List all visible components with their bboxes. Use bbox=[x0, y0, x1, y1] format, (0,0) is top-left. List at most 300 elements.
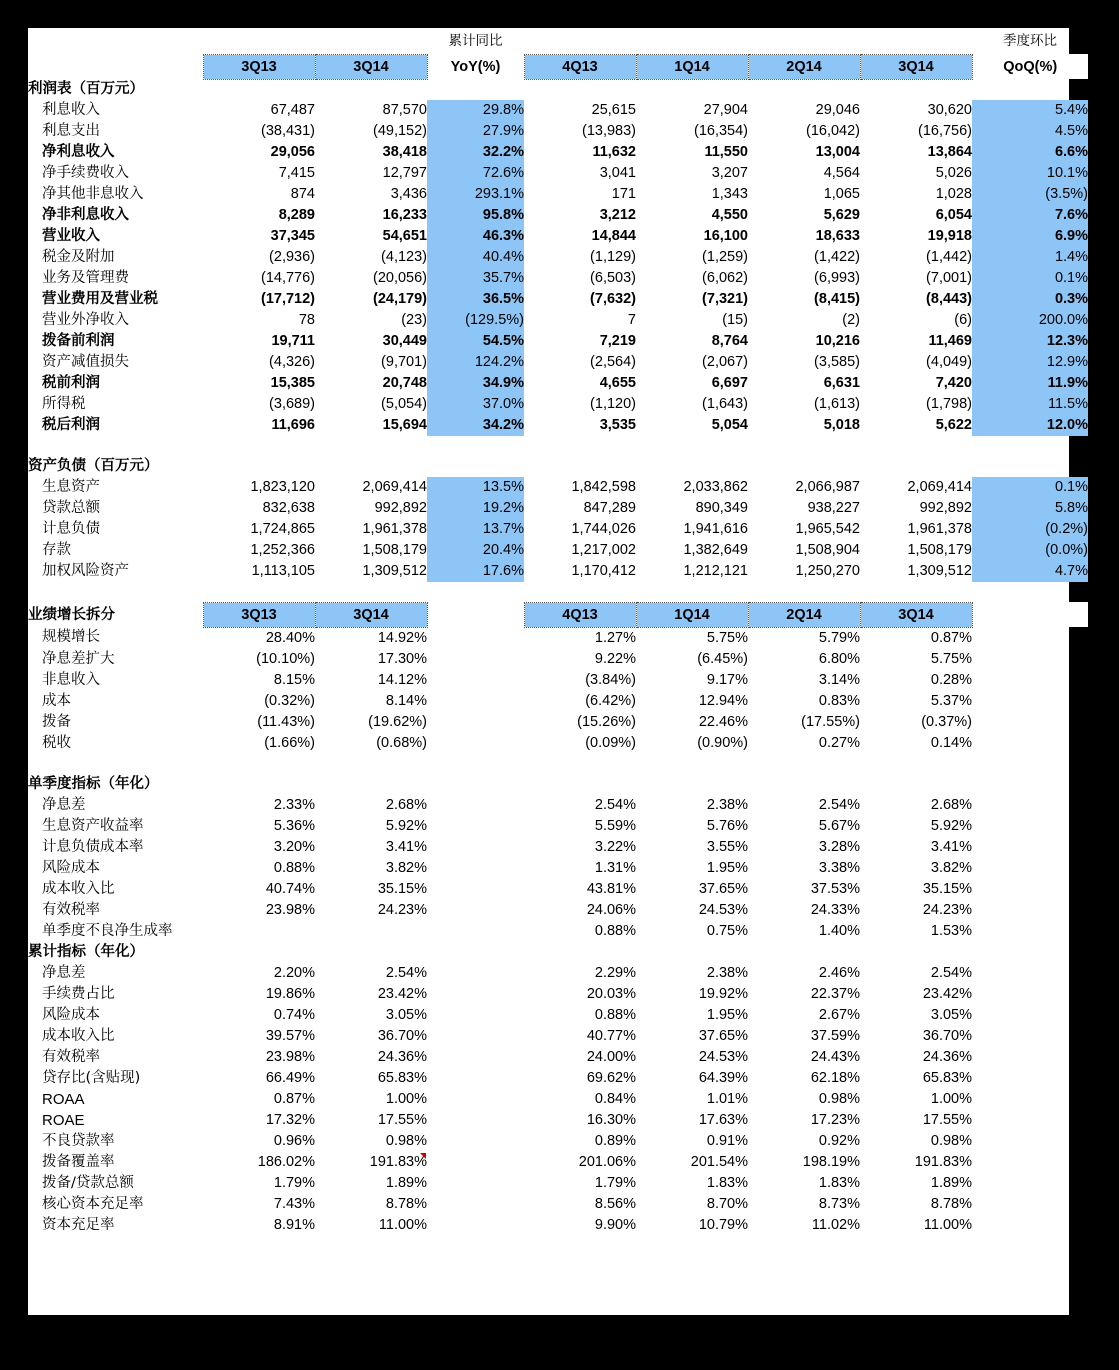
cell-q-2: 5.67% bbox=[818, 817, 860, 834]
cell-q-3: 24.36% bbox=[922, 1048, 972, 1065]
cell-q-1: 3,207 bbox=[711, 165, 748, 181]
cell-q-3: (4,049) bbox=[926, 354, 972, 370]
cell-q-2: 6,631 bbox=[823, 375, 860, 391]
empty-cell bbox=[636, 28, 748, 54]
row-label: 税后利润 bbox=[42, 417, 100, 433]
empty-cell bbox=[860, 774, 972, 795]
cell-qoq-pct bbox=[972, 1005, 1088, 1026]
section-title-balance: 资产负债（百万元） bbox=[28, 458, 159, 474]
empty-cell bbox=[636, 582, 748, 602]
column-header-3q14-growth[interactable]: 3Q14 bbox=[315, 602, 427, 627]
cell-yoy-pct: 54.5% bbox=[427, 331, 524, 352]
cell-q-1: 0.75% bbox=[706, 922, 748, 939]
cell-q-1: 6,697 bbox=[711, 375, 748, 391]
cell-q-3: 0.14% bbox=[930, 734, 972, 751]
empty-cell bbox=[427, 602, 524, 627]
row-label: 成本收入比 bbox=[42, 880, 115, 897]
cell-yoy-1: 24.36% bbox=[377, 1048, 427, 1065]
cell-qoq-pct bbox=[972, 921, 1088, 942]
cell-q-3: 13,864 bbox=[927, 144, 972, 160]
cell-yoy-1: 1,508,179 bbox=[362, 542, 427, 558]
empty-cell bbox=[636, 436, 748, 456]
cell-qoq-pct bbox=[972, 900, 1088, 921]
spreadsheet-sheet bbox=[28, 28, 1088, 1315]
table-row bbox=[28, 394, 1088, 415]
cell-yoy-0: 19,711 bbox=[271, 333, 315, 349]
cell-qoq-pct: 4.7% bbox=[972, 561, 1088, 582]
table-row bbox=[28, 879, 1088, 900]
table-row bbox=[28, 1005, 1088, 1026]
column-header-1q14[interactable]: 1Q14 bbox=[636, 54, 748, 79]
cell-q-0: 25,615 bbox=[591, 102, 636, 118]
cell-yoy-pct bbox=[427, 879, 524, 900]
cell-q-3: 0.98% bbox=[930, 1132, 972, 1149]
table-row bbox=[28, 712, 1088, 733]
cell-qoq-pct: 200.0% bbox=[972, 310, 1088, 331]
column-header-3q13-yoy[interactable]: 3Q13 bbox=[203, 54, 315, 79]
table-row bbox=[28, 310, 1088, 331]
table-row bbox=[28, 289, 1088, 310]
cell-q-2: 17.23% bbox=[810, 1111, 860, 1128]
cell-yoy-0: 28.40% bbox=[265, 629, 315, 646]
empty-cell bbox=[748, 456, 860, 477]
cell-q-0: (3.84%) bbox=[585, 671, 636, 688]
empty-cell bbox=[28, 582, 203, 602]
cell-q-0: 1,744,026 bbox=[571, 521, 636, 537]
empty-cell bbox=[524, 456, 636, 477]
cell-q-3: (0.37%) bbox=[921, 713, 972, 730]
cell-yoy-1 bbox=[315, 921, 427, 942]
cell-yoy-1: 87,570 bbox=[382, 102, 427, 118]
cell-yoy-1: 54,651 bbox=[382, 228, 427, 244]
cell-yoy-1: 30,449 bbox=[382, 333, 427, 349]
cell-yoy-0: 37,345 bbox=[270, 228, 315, 244]
cell-q-1: 4,550 bbox=[711, 207, 748, 223]
column-header-2q14[interactable]: 2Q14 bbox=[748, 54, 860, 79]
cell-q-0: 9.90% bbox=[594, 1216, 636, 1233]
table-row bbox=[28, 627, 1088, 649]
column-header-2q14-growth[interactable]: 2Q14 bbox=[748, 602, 860, 627]
table-row bbox=[28, 519, 1088, 540]
empty-cell bbox=[524, 436, 636, 456]
column-header-1q14-growth[interactable]: 1Q14 bbox=[636, 602, 748, 627]
cell-q-1: 11,550 bbox=[704, 144, 748, 160]
cell-yoy-pct: 34.9% bbox=[427, 373, 524, 394]
table-row bbox=[28, 1110, 1088, 1131]
cell-q-2: 2,066,987 bbox=[795, 479, 860, 495]
cell-q-1: 1.95% bbox=[706, 859, 748, 876]
table-row bbox=[28, 331, 1088, 352]
empty-cell bbox=[860, 436, 972, 456]
cell-q-2: 0.92% bbox=[818, 1132, 860, 1149]
cell-q-1: 27,904 bbox=[703, 102, 748, 118]
cell-q-1: 37.65% bbox=[698, 1027, 748, 1044]
column-header-3q14[interactable]: 3Q14 bbox=[860, 54, 972, 79]
cell-q-0: (6.42%) bbox=[585, 692, 636, 709]
cell-q-2: (1,613) bbox=[814, 396, 860, 412]
cell-qoq-pct: 5.8% bbox=[972, 498, 1088, 519]
row-label: 拨备/贷款总额 bbox=[42, 1174, 134, 1191]
empty-cell bbox=[427, 774, 524, 795]
cell-q-0: 2.54% bbox=[594, 796, 636, 813]
cell-q-2: (17.55%) bbox=[801, 713, 860, 730]
empty-cell bbox=[972, 582, 1088, 602]
cell-yoy-1: 992,892 bbox=[374, 500, 427, 516]
table-row bbox=[28, 1215, 1088, 1236]
cell-qoq-pct: 1.4% bbox=[972, 247, 1088, 268]
cell-q-2: 10,216 bbox=[815, 333, 860, 349]
empty-cell bbox=[972, 602, 1088, 627]
cell-q-0: (1,129) bbox=[590, 249, 636, 265]
cell-yoy-0: 2.33% bbox=[273, 796, 315, 813]
table-row bbox=[28, 858, 1088, 879]
cell-yoy-0: 1,724,865 bbox=[250, 521, 315, 537]
row-label: 贷存比(含贴现) bbox=[42, 1069, 141, 1086]
cell-q-2: 938,227 bbox=[807, 500, 860, 516]
row-label: 拨备前利润 bbox=[42, 333, 115, 349]
cell-q-3: 5,026 bbox=[935, 165, 972, 181]
cell-q-3: 65.83% bbox=[922, 1069, 972, 1086]
table-row bbox=[28, 921, 1088, 942]
qoq-group-title: 季度环比 bbox=[1003, 33, 1057, 49]
cell-q-3: 992,892 bbox=[919, 500, 972, 516]
table-row bbox=[28, 561, 1088, 582]
table-row bbox=[28, 540, 1088, 561]
cell-q-3: (7,001) bbox=[926, 270, 972, 286]
row-label: 业务及管理费 bbox=[42, 270, 129, 286]
cell-q-2: 3.14% bbox=[818, 671, 860, 688]
cell-yoy-0: 78 bbox=[298, 312, 315, 328]
cell-q-2: 1,508,904 bbox=[795, 542, 860, 558]
cell-yoy-pct: 36.5% bbox=[427, 289, 524, 310]
empty-cell bbox=[203, 582, 315, 602]
cell-q-3: 35.15% bbox=[922, 880, 972, 897]
row-label: 拨备 bbox=[42, 713, 71, 730]
cell-yoy-pct: 35.7% bbox=[427, 268, 524, 289]
cell-q-1: 64.39% bbox=[698, 1069, 748, 1086]
cell-qoq-pct: 11.9% bbox=[972, 373, 1088, 394]
cell-q-2: 29,046 bbox=[815, 102, 860, 118]
row-label: 加权风险资产 bbox=[42, 563, 129, 579]
table-row bbox=[28, 691, 1088, 712]
cell-yoy-1: (19.62%) bbox=[368, 713, 427, 730]
section-title: 业绩增长拆分 bbox=[28, 606, 115, 623]
cell-q-3: 5.37% bbox=[930, 692, 972, 709]
cell-yoy-pct bbox=[427, 1173, 524, 1194]
cell-yoy-0: (3,689) bbox=[269, 396, 315, 412]
cell-qoq-pct bbox=[972, 1047, 1088, 1068]
cell-q-1: 2,033,862 bbox=[683, 479, 748, 495]
cell-q-1: 0.91% bbox=[706, 1132, 748, 1149]
cell-yoy-0: (17,712) bbox=[260, 291, 315, 307]
cell-q-2: 1,965,542 bbox=[795, 521, 860, 537]
financial-statement-table bbox=[28, 28, 1088, 1236]
empty-cell bbox=[315, 942, 427, 963]
spacer-row bbox=[28, 436, 1088, 456]
cell-yoy-0: 19.86% bbox=[265, 985, 315, 1002]
cell-yoy-1: 1,961,378 bbox=[362, 521, 427, 537]
cell-yoy-1: (9,701) bbox=[381, 354, 427, 370]
cell-yoy-0: (1.66%) bbox=[264, 734, 315, 751]
empty-cell bbox=[636, 774, 748, 795]
cell-yoy-pct: 124.2% bbox=[427, 352, 524, 373]
cell-yoy-pct bbox=[427, 712, 524, 733]
empty-cell bbox=[748, 942, 860, 963]
empty-cell bbox=[972, 79, 1088, 100]
cell-qoq-pct: 7.6% bbox=[972, 205, 1088, 226]
cell-yoy-0: (10.10%) bbox=[256, 650, 315, 667]
cell-yoy-0: 874 bbox=[290, 186, 315, 202]
row-label: 净非利息收入 bbox=[42, 207, 129, 223]
table-row bbox=[28, 142, 1088, 163]
cell-q-0: 0.89% bbox=[594, 1132, 636, 1149]
cell-yoy-pct: 46.3% bbox=[427, 226, 524, 247]
cell-yoy-0: 15,385 bbox=[270, 375, 315, 391]
cell-yoy-pct: 34.2% bbox=[427, 415, 524, 436]
cell-q-1: 12.94% bbox=[698, 692, 748, 709]
cell-q-3: 1.89% bbox=[930, 1174, 972, 1191]
cell-q-3: 11.00% bbox=[923, 1216, 972, 1233]
cell-qoq-pct: 6.6% bbox=[972, 142, 1088, 163]
row-label: ROAA bbox=[42, 1090, 85, 1108]
cell-q-2: 1.40% bbox=[818, 922, 860, 939]
spacer-row bbox=[28, 754, 1088, 774]
cell-yoy-0: 23.98% bbox=[265, 901, 315, 918]
cell-q-2: 24.33% bbox=[810, 901, 860, 918]
empty-cell bbox=[972, 942, 1088, 963]
empty-cell bbox=[748, 28, 860, 54]
row-label: 净手续费收入 bbox=[42, 165, 129, 181]
cell-q-1: (0.90%) bbox=[697, 734, 748, 751]
empty-cell bbox=[972, 456, 1088, 477]
cell-yoy-pct bbox=[427, 1131, 524, 1152]
row-label: 贷款总额 bbox=[42, 500, 100, 516]
single-quarter-section-title-row bbox=[28, 774, 1088, 795]
cell-yoy-pct bbox=[427, 1089, 524, 1110]
cell-yoy-pct bbox=[427, 1047, 524, 1068]
cell-q-3: 3.82% bbox=[930, 859, 972, 876]
cell-q-3: (16,756) bbox=[917, 123, 972, 139]
cell-yoy-0 bbox=[203, 921, 315, 942]
cell-q-3: 5,622 bbox=[935, 417, 972, 433]
table-row bbox=[28, 1068, 1088, 1089]
cell-yoy-0: 832,638 bbox=[262, 500, 315, 516]
cell-q-2: 1,250,270 bbox=[795, 563, 860, 579]
cell-q-3: 3.41% bbox=[930, 838, 972, 855]
cell-q-1: 37.65% bbox=[698, 880, 748, 897]
row-label: 成本收入比 bbox=[42, 1027, 115, 1044]
row-label: 净息差 bbox=[42, 964, 86, 981]
cell-yoy-1: 5.92% bbox=[385, 817, 427, 834]
group-title-row bbox=[28, 28, 1088, 54]
cell-q-3: (1,442) bbox=[926, 249, 972, 265]
empty-cell bbox=[203, 436, 315, 456]
empty-cell bbox=[315, 79, 427, 100]
empty-cell bbox=[203, 28, 315, 54]
cell-yoy-0: 1,823,120 bbox=[250, 479, 315, 495]
row-label: 风险成本 bbox=[42, 1006, 100, 1023]
row-label: 单季度不良净生成率 bbox=[42, 922, 173, 939]
empty-cell bbox=[972, 774, 1088, 795]
empty-cell bbox=[748, 774, 860, 795]
cell-qoq-pct bbox=[972, 733, 1088, 754]
cell-yoy-pct bbox=[427, 900, 524, 921]
empty-cell bbox=[315, 582, 427, 602]
cell-yoy-1: 3.82% bbox=[385, 859, 427, 876]
cell-q-1: 2.38% bbox=[706, 964, 748, 981]
cell-q-0: 20.03% bbox=[586, 985, 636, 1002]
cell-q-0: (0.09%) bbox=[585, 734, 636, 751]
cell-q-3: 1,961,378 bbox=[907, 521, 972, 537]
section-title-cumulative: 累计指标（年化） bbox=[28, 943, 144, 960]
cell-q-3: 8.78% bbox=[930, 1195, 972, 1212]
empty-cell bbox=[524, 942, 636, 963]
cell-q-0: 2.29% bbox=[594, 964, 636, 981]
cell-q-2: 11.02% bbox=[811, 1216, 860, 1233]
empty-cell bbox=[636, 79, 748, 100]
cell-yoy-1: 8.14% bbox=[385, 692, 427, 709]
empty-cell bbox=[748, 582, 860, 602]
column-header-4q13-growth[interactable]: 4Q13 bbox=[524, 602, 636, 627]
cell-q-0: 1,842,598 bbox=[571, 479, 636, 495]
cell-q-1: 8,764 bbox=[711, 333, 748, 349]
row-label: 净息差 bbox=[42, 796, 86, 813]
cell-q-2: 37.53% bbox=[810, 880, 860, 897]
cell-q-0: 1.27% bbox=[594, 629, 636, 646]
cell-yoy-pct bbox=[427, 670, 524, 691]
cell-q-1: (2,067) bbox=[702, 354, 748, 370]
table-row bbox=[28, 1194, 1088, 1215]
cell-q-3: (1,798) bbox=[926, 396, 972, 412]
empty-cell bbox=[28, 436, 203, 456]
cell-q-3: 0.87% bbox=[930, 629, 972, 646]
cell-yoy-0: 23.98% bbox=[265, 1048, 315, 1065]
cell-q-3: 1,309,512 bbox=[907, 563, 972, 579]
cell-yoy-pct bbox=[427, 816, 524, 837]
cell-q-2: 6.80% bbox=[818, 650, 860, 667]
cell-yoy-pct: 27.9% bbox=[427, 121, 524, 142]
table-row bbox=[28, 1047, 1088, 1068]
cell-yoy-0: 39.57% bbox=[265, 1027, 315, 1044]
table-row bbox=[28, 733, 1088, 754]
table-row bbox=[28, 477, 1088, 498]
cell-q-3: 0.28% bbox=[930, 671, 972, 688]
cell-q-0: (2,564) bbox=[590, 354, 636, 370]
table-row bbox=[28, 121, 1088, 142]
empty-cell bbox=[427, 754, 524, 774]
empty-cell bbox=[427, 436, 524, 456]
cell-q-1: 1,343 bbox=[711, 186, 748, 202]
cell-yoy-1: 2.54% bbox=[385, 964, 427, 981]
cell-qoq-pct bbox=[972, 691, 1088, 712]
cell-yoy-pct bbox=[427, 963, 524, 984]
cell-yoy-pct bbox=[427, 1026, 524, 1047]
cell-yoy-pct bbox=[427, 1215, 524, 1236]
table-row bbox=[28, 415, 1088, 436]
cell-q-3: 36.70% bbox=[922, 1027, 972, 1044]
cell-q-2: (3,585) bbox=[814, 354, 860, 370]
cell-yoy-0: (14,776) bbox=[260, 270, 315, 286]
row-label: 资本充足率 bbox=[42, 1216, 115, 1233]
cell-q-0: 43.81% bbox=[586, 880, 636, 897]
cell-yoy-1: 11.00% bbox=[378, 1216, 427, 1233]
table-row bbox=[28, 100, 1088, 121]
cell-yoy-1: 36.70% bbox=[377, 1027, 427, 1044]
cell-q-0: 1.31% bbox=[594, 859, 636, 876]
cell-yoy-0: 29,056 bbox=[270, 144, 315, 160]
cell-yoy-0: 1,113,105 bbox=[251, 563, 315, 579]
row-label: 利息收入 bbox=[42, 102, 100, 118]
cell-qoq-pct: 0.1% bbox=[972, 268, 1088, 289]
empty-cell bbox=[203, 456, 315, 477]
table-row bbox=[28, 1131, 1088, 1152]
empty-cell bbox=[860, 754, 972, 774]
cell-q-3: 2.54% bbox=[930, 964, 972, 981]
cell-qoq-pct: 0.3% bbox=[972, 289, 1088, 310]
cell-yoy-1: (20,056) bbox=[372, 270, 427, 286]
cell-q-2: (6,993) bbox=[814, 270, 860, 286]
section-title-single-quarter: 单季度指标（年化） bbox=[28, 775, 159, 792]
column-header-3q13-growth[interactable]: 3Q13 bbox=[203, 602, 315, 627]
cell-q-1: 9.17% bbox=[706, 671, 748, 688]
cell-yoy-0: 67,487 bbox=[270, 102, 315, 118]
column-header-4q13[interactable]: 4Q13 bbox=[524, 54, 636, 79]
column-header-3q14-yoy[interactable]: 3Q14 bbox=[315, 54, 427, 79]
cell-q-0: 14,844 bbox=[591, 228, 636, 244]
row-label: 存款 bbox=[42, 542, 71, 558]
empty-cell bbox=[636, 942, 748, 963]
cell-qoq-pct: 4.5% bbox=[972, 121, 1088, 142]
empty-cell bbox=[427, 582, 524, 602]
cell-q-1: 8.70% bbox=[706, 1195, 748, 1212]
table-row bbox=[28, 184, 1088, 205]
empty-cell bbox=[203, 754, 315, 774]
cell-q-0: 3.22% bbox=[594, 838, 636, 855]
cell-q-3: 2.68% bbox=[930, 796, 972, 813]
cell-q-3: 3.05% bbox=[930, 1006, 972, 1023]
cell-qoq-pct bbox=[972, 1026, 1088, 1047]
empty-cell bbox=[860, 456, 972, 477]
cell-q-2: 62.18% bbox=[810, 1069, 860, 1086]
table-row bbox=[28, 498, 1088, 519]
cell-q-1: (15) bbox=[722, 312, 748, 328]
cell-yoy-0: 40.74% bbox=[265, 880, 315, 897]
cell-q-0: 3,212 bbox=[599, 207, 636, 223]
cell-qoq-pct bbox=[972, 712, 1088, 733]
cell-q-1: 24.53% bbox=[698, 901, 748, 918]
yoy-group-title: 累计同比 bbox=[448, 33, 503, 49]
cell-yoy-1: 17.30% bbox=[377, 650, 427, 667]
cell-yoy-pct: 37.0% bbox=[427, 394, 524, 415]
cell-q-0: 4,655 bbox=[599, 375, 636, 391]
cell-yoy-pct: 19.2% bbox=[427, 498, 524, 519]
cell-q-0: 24.00% bbox=[586, 1048, 636, 1065]
cell-yoy-1: 65.83% bbox=[377, 1069, 427, 1086]
row-label: 规模增长 bbox=[42, 629, 100, 646]
cell-qoq-pct bbox=[972, 1152, 1088, 1173]
cell-q-0: 3,535 bbox=[599, 417, 636, 433]
cell-yoy-pct: 32.2% bbox=[427, 142, 524, 163]
column-header-3q14-growth[interactable]: 3Q14 bbox=[860, 602, 972, 627]
row-label: 净息差扩大 bbox=[42, 650, 115, 667]
cell-yoy-pct bbox=[427, 733, 524, 754]
row-label: 净利息收入 bbox=[42, 144, 115, 160]
cell-yoy-1: 3.41% bbox=[385, 838, 427, 855]
cell-yoy-1: 35.15% bbox=[377, 880, 427, 897]
cell-q-1: (16,354) bbox=[693, 123, 748, 139]
cell-qoq-pct bbox=[972, 1173, 1088, 1194]
cell-yoy-1: 15,694 bbox=[382, 417, 427, 433]
